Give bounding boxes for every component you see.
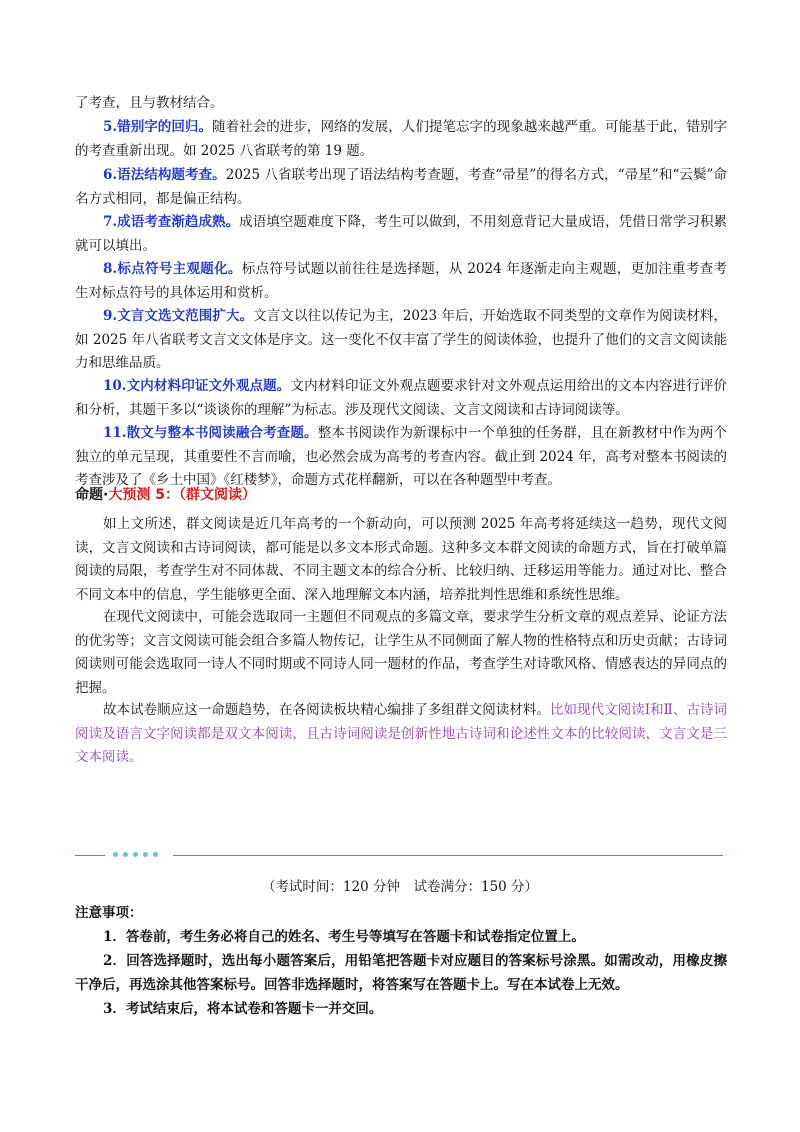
paragraph-plain: 故本试卷顺应这一命题趋势，在各阅读板块精心编排了多组群文阅读材料。 (103, 702, 550, 718)
point-body: 标点符号试题以前往往是选择题，从 2024 年逐渐走向主观题，更加注重考查考生对标点符号的具体运用和赏析。 (75, 261, 727, 301)
point-body: 文言文以往以传记为主，2023 年后，开始选取不同类型的文章作为阅读材料，如 2025 年八省联考文言文文体是序文。这一变化不仅丰富了学生的阅读体验，也提升了他们的文言文阅读能力和思维品质。 (75, 308, 727, 371)
point-5 (75, 116, 727, 163)
point-heading: 11.散文与整本书阅读融合考查题。 (103, 425, 318, 441)
point-heading: 8.标点符号主观题化。 (103, 261, 242, 277)
point-11 (75, 422, 727, 493)
paragraph-highlight: 比如现代文阅读Ⅰ和Ⅱ、古诗词阅读及语言文字阅读都是双文本阅读，且古诗词阅读是创新性地古诗词和论述性文本的比较阅读，文言文是三文本阅读。 (75, 702, 728, 765)
point-heading: 7.成语考查渐趋成熟。 (103, 214, 240, 230)
dot-icon (153, 852, 158, 857)
dot-icon (113, 852, 118, 857)
point-9 (75, 305, 727, 376)
body-paragraph-3 (75, 699, 727, 770)
notice-item-1: 1．答卷前，考生务必将自己的姓名、考生号等填写在答题卡和试卷指定位置上。 (103, 929, 585, 945)
divider-line-right (173, 855, 723, 856)
prediction-heading: 大预测 5：（群文阅读） (108, 487, 256, 503)
point-heading: 9.文言文选文范围扩大。 (103, 308, 254, 324)
point-heading: 5.错别字的回归。 (103, 119, 213, 135)
notice-item-3: 3．考试结束后，将本试卷和答题卡一并交回。 (103, 1001, 383, 1017)
point-heading: 10.文内材料印证文外观点题。 (103, 378, 291, 394)
section-divider (75, 852, 723, 860)
point-body: 随着社会的进步，网络的发展，人们提笔忘字的现象越来越严重。可能基于此，错别字的考查重新出现。如 2025 八省联考的第 19 题。 (75, 119, 728, 159)
point-8 (75, 258, 727, 305)
divider-dots (113, 852, 158, 857)
prediction-title (75, 484, 256, 504)
body-paragraph-1: 如上文所述，群文阅读是近几年高考的一个新动向，可以预测 2025 年高考将延续这一趋势，现代文阅读，文言文阅读和古诗词阅读，都可能是以多文本形式命题。这种多文本群文阅读的命题方式，旨在打破单篇阅读的局限，考查学生对不同体裁、不同主题文本的综合分析、比较归纳、迁移运用等能力。通过对比、整合不同文本中的信息，学生能够更全面、深入地理解文本内涵，培养批判性思维和系统性思维。 (75, 516, 727, 603)
exam-time-line: （考试时间：120 分钟 试卷满分：150 分） (261, 879, 539, 895)
divider-line-left (75, 855, 105, 856)
notice-title: 注意事项： (75, 905, 143, 921)
point-7 (75, 211, 727, 258)
body-paragraph-2: 在现代文阅读中，可能会选取同一主题但不同观点的多篇文章，要求学生分析文章的观点差异、论证方法的优劣等；文言文阅读可能会组合多篇人物传记，让学生从不同侧面了解人物的性格特点和历史贡献；古诗词阅读则可能会选取同一诗人不同时期或不同诗人同一题材的作品，考查学生对诗歌风格、情感表达的异同点的把握。 (75, 609, 727, 696)
dot-icon (123, 852, 128, 857)
point-body: 文内材料印证文外观点题要求针对文外观点运用给出的文本内容进行评价和分析，其题干多以“谈谈你的理解”为标志。涉及现代文阅读、文言文阅读和古诗词阅读等。 (75, 378, 728, 418)
point-body: 整本书阅读作为新课标中一个单独的任务群，且在新教材中作为两个独立的单元呈现，其重要性不言而喻，也必然会成为高考的考查内容。截止到 2024 年，高考对整本书阅读的考查涉及了《乡土中国》《红楼梦》，命题方式花样翻新，可以在各种题型中考查。 (75, 425, 727, 488)
point-body: 成语填空题难度下降，考生可以做到，不用刻意背记大量成语，凭借日常学习积累就可以填出。 (75, 214, 728, 254)
point-10 (75, 375, 727, 422)
prediction-label: 命题· (75, 487, 109, 503)
dot-icon (143, 852, 148, 857)
point-6 (75, 164, 727, 211)
dot-icon (133, 852, 138, 857)
intro-line: 了考查，且与教材结合。 (75, 95, 224, 111)
point-heading: 6.语法结构题考查。 (103, 167, 226, 183)
notice-item-2: 2．回答选择题时，选出每小题答案后，用铅笔把答题卡对应题目的答案标号涂黑。如需改动，用橡皮擦干净后，再选涂其他答案标号。回答非选择题时，将答案写在答题卡上。写在本试卷上无效。 (75, 953, 727, 993)
point-body: 2025 八省联考出现了语法结构考查题，考查“帚星”的得名方式，“帚星”和“云鬓”命名方式相同，都是偏正结构。 (75, 167, 727, 207)
